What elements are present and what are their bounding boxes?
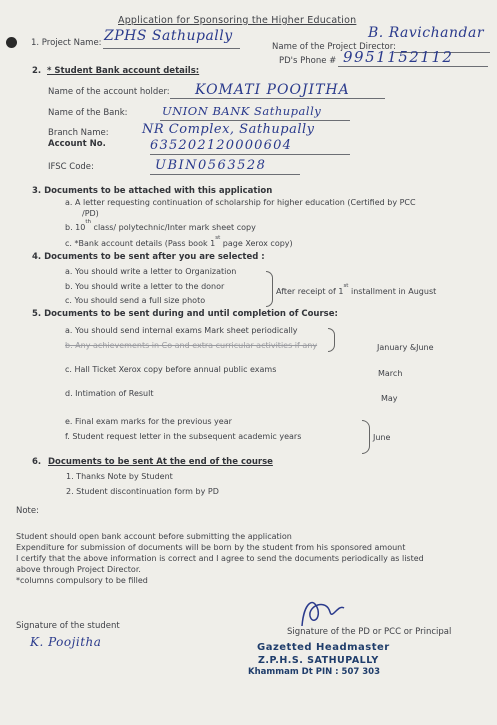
- stamp-line-3: Khammam Dt PIN : 507 303: [248, 667, 380, 677]
- section5-heading: 5. Documents to be sent during and until completion of Course:: [32, 309, 338, 319]
- note-line-3: I certify that the above information is correct and I agree to send the documents periodically as listed: [16, 554, 424, 563]
- section5-item-c: c. Hall Ticket Xerox copy before annual public exams: [65, 365, 277, 374]
- holder-label: Name of the account holder:: [48, 87, 170, 97]
- bank-name-label: Name of the Bank:: [48, 108, 128, 118]
- section5-brace-ef: [362, 420, 370, 454]
- student-signature-label: Signature of the student: [16, 621, 120, 631]
- bank-section-number: 2.: [32, 66, 42, 76]
- holder-value: KOMATI POOJITHA: [195, 82, 350, 98]
- note-line-1: Student should open bank account before submitting the application: [16, 532, 292, 541]
- section6-item-1: 1. Thanks Note by Student: [66, 472, 173, 481]
- section3-heading: 3. Documents to be attached with this application: [32, 186, 273, 196]
- phone-line: [338, 66, 488, 67]
- section5-when-d: May: [381, 394, 398, 403]
- note-line-2: Expenditure for submission of documents will be born by the student from his sponsored amount: [16, 543, 406, 552]
- section5-item-e: e. Final exam marks for the previous year: [65, 417, 232, 426]
- section3-item-a: a. A letter requesting continuation of scholarship for higher education (Certified by PCC: [65, 198, 416, 207]
- section6-number: 6.: [32, 457, 42, 467]
- holder-line: [170, 98, 385, 99]
- section5-when-c: March: [378, 369, 403, 378]
- pd-signature-label: Signature of the PD or PCC or Principal: [287, 627, 452, 637]
- section4-timing: After receipt of 1st installment in August: [276, 283, 437, 296]
- student-signature: K. Poojitha: [30, 635, 102, 649]
- ifsc-line: [150, 174, 300, 175]
- section5-when-ab: January &June: [377, 343, 434, 352]
- section6-heading: Documents to be sent At the end of the course: [48, 457, 273, 467]
- section5-item-d: d. Intimation of Result: [65, 389, 154, 398]
- section3-item-c: c. *Bank account details (Pass book 1st page Xerox copy): [65, 235, 293, 248]
- phone-value: 9951152112: [343, 48, 454, 66]
- branch-label: Branch Name:: [48, 128, 109, 138]
- director-value: B. Ravichandar: [368, 25, 485, 41]
- director-label: Name of the Project Director:: [272, 42, 396, 52]
- stamp-line-1: Gazetted Headmaster: [257, 642, 390, 653]
- pd-signature-scribble: [292, 592, 352, 632]
- section5-when-ef: June: [373, 433, 391, 442]
- bank-name-line: [160, 120, 350, 121]
- ifsc-value: UBIN0563528: [155, 158, 267, 173]
- project-name-value: ZPHS Sathupally: [104, 28, 233, 44]
- project-name-label: 1. Project Name:: [31, 38, 102, 48]
- section3-item-b: b. 10th class/ polytechnic/Inter mark sheet copy: [65, 219, 256, 232]
- section5-brace-ab: [328, 328, 335, 352]
- section6-item-2: 2. Student discontinuation form by PD: [66, 487, 219, 496]
- section4-item-c: c. You should send a full size photo: [65, 296, 206, 305]
- section5-item-f: f. Student request letter in the subsequent academic years: [65, 432, 302, 441]
- account-line: [150, 154, 350, 155]
- note-line-4: above through Project Director.: [16, 565, 141, 574]
- form-title: Application for Sponsoring the Higher Education: [118, 15, 357, 26]
- section5-item-b: b. Any achievements in Co and extra curricular activities if any: [65, 341, 318, 350]
- section4-heading: 4. Documents to be sent after you are selected :: [32, 252, 265, 262]
- note-line-5: *columns compulsory to be filled: [16, 576, 148, 585]
- note-label: Note:: [16, 506, 39, 516]
- section4-item-b: b. You should write a letter to the donor: [65, 282, 225, 291]
- branch-value: NR Complex, Sathupally: [142, 122, 315, 137]
- project-name-line: [103, 48, 240, 49]
- section4-item-a: a. You should write a letter to Organization: [65, 267, 237, 276]
- section3-item-a-cont: /PD): [82, 209, 99, 218]
- ifsc-label: IFSC Code:: [48, 162, 94, 172]
- bank-name-value: UNION BANK Sathupally: [162, 104, 322, 118]
- punch-hole: [6, 37, 17, 48]
- bank-section-heading: * Student Bank account details:: [47, 66, 200, 76]
- phone-label: PD's Phone #: [279, 56, 337, 66]
- stamp-line-2: Z.P.H.S. SATHUPALLY: [258, 655, 379, 666]
- section4-brace: [266, 271, 273, 307]
- account-label: Account No.: [48, 139, 106, 149]
- section5-item-a: a. You should send internal exams Mark sheet periodically: [65, 326, 298, 335]
- account-value: 635202120000604: [150, 138, 293, 153]
